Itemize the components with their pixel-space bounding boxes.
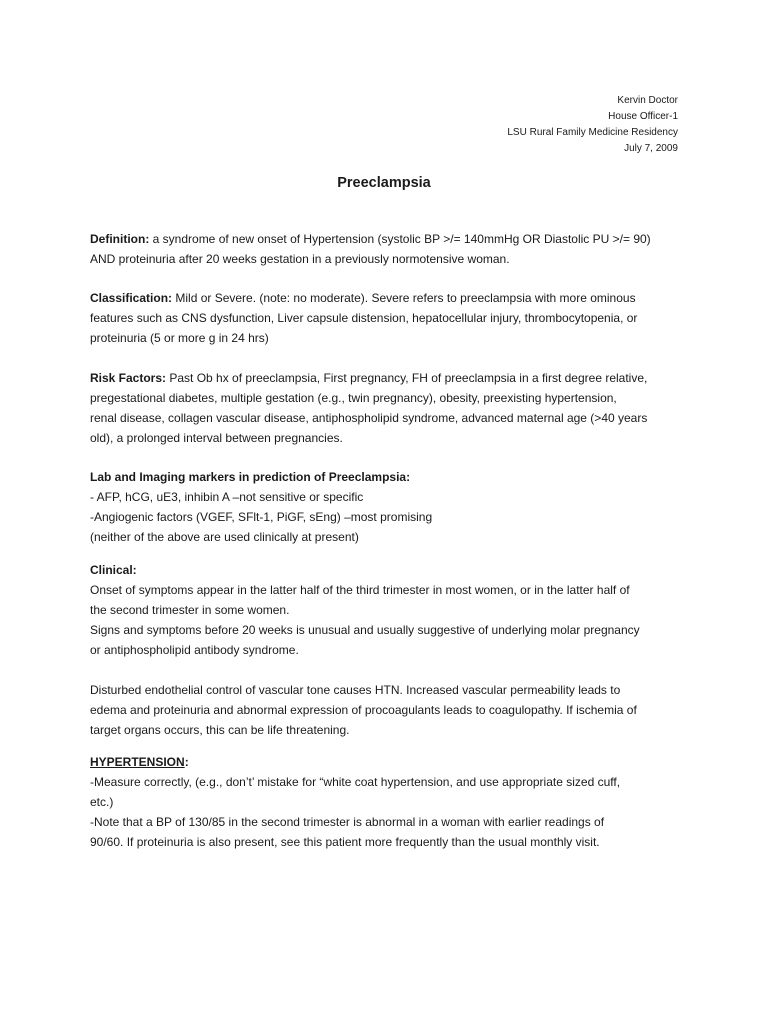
- definition-line: AND proteinuria after 20 weeks gestation in a previously normotensive woman.: [90, 252, 510, 266]
- lab-markers-section: [90, 467, 690, 547]
- risk-factors-line: old), a prolonged interval between pregnancies.: [90, 431, 343, 445]
- lab-markers-line: (neither of the above are used clinically at present): [90, 530, 359, 544]
- lab-markers-line: -Angiogenic factors (VGEF, SFlt-1, PiGF, sEng) –most promising: [90, 510, 433, 524]
- lab-markers-line: - AFP, hCG, uE3, inhibin A –not sensitive or specific: [90, 490, 364, 504]
- author-name: Kervin Doctor: [617, 95, 678, 106]
- clinical-line: Onset of symptoms appear in the latter half of the third trimester in most women, or in the latter half of: [90, 583, 630, 597]
- hypertension-line: etc.): [90, 795, 114, 809]
- classification-section: [90, 288, 690, 348]
- hypertension-section: [90, 752, 690, 852]
- lab-markers-heading: Lab and Imaging markers in prediction of Preeclampsia:: [90, 470, 411, 484]
- risk-factors-label: Risk Factors:: [90, 371, 167, 385]
- author-position: House Officer-1: [608, 111, 678, 122]
- definition-section: [90, 229, 690, 269]
- risk-factors-line: Past Ob hx of preeclampsia, First pregnancy, FH of preeclampsia in a first degree relative,: [166, 371, 648, 385]
- definition-label: Definition:: [90, 232, 150, 246]
- hypertension-line: 90/60. If proteinuria is also present, see this patient more frequently than the usual monthly visit.: [90, 835, 600, 849]
- clinical-section: [90, 560, 690, 660]
- classification-line: features such as CNS dysfunction, Liver capsule distension, hepatocellular injury, thrombocytopenia, or: [90, 311, 638, 325]
- hypertension-heading-colon: :: [184, 755, 189, 769]
- clinical-line: Signs and symptoms before 20 weeks is unusual and usually suggestive of underlying molar pregnancy: [90, 623, 640, 637]
- clinical-line: or antiphospholipid antibody syndrome.: [90, 643, 299, 657]
- classification-label: Classification:: [90, 291, 173, 305]
- classification-line: Mild or Severe. (note: no moderate). Severe refers to preeclampsia with more ominous: [172, 291, 636, 305]
- author-header: [507, 93, 678, 157]
- clinical-line: the second trimester in some women.: [90, 603, 290, 617]
- pathophysiology-paragraph: [90, 680, 690, 740]
- hypertension-heading: HYPERTENSION: [90, 755, 185, 769]
- definition-line: a syndrome of new onset of Hypertension (systolic BP >/= 140mmHg OR Diastolic PU >/= 90): [149, 232, 651, 246]
- document-date: July 7, 2009: [624, 143, 678, 154]
- hypertension-line: -Note that a BP of 130/85 in the second trimester is abnormal in a woman with earlier readings of: [90, 815, 605, 829]
- hypertension-line: -Measure correctly, (e.g., don’t’ mistake for “white coat hypertension, and use appropriate sized cuff,: [90, 775, 621, 789]
- risk-factors-section: [90, 368, 690, 448]
- author-program: LSU Rural Family Medicine Residency: [507, 127, 678, 138]
- risk-factors-line: pregestational diabetes, multiple gestation (e.g., twin pregnancy), obesity, preexisting hypertension,: [90, 391, 617, 405]
- pathophysiology-line: Disturbed endothelial control of vascular tone causes HTN. Increased vascular permeability leads to: [90, 683, 621, 697]
- document-title: Preeclampsia: [337, 175, 431, 191]
- clinical-heading: Clinical:: [90, 563, 137, 577]
- pathophysiology-line: edema and proteinuria and abnormal expression of procoagulants leads to coagulopathy. If ischemia of: [90, 703, 637, 717]
- pathophysiology-line: target organs occurs, this can be life threatening.: [90, 723, 350, 737]
- classification-line: proteinuria (5 or more g in 24 hrs): [90, 331, 269, 345]
- risk-factors-line: renal disease, collagen vascular disease, antiphospholipid syndrome, advanced maternal age (>40 years: [90, 411, 648, 425]
